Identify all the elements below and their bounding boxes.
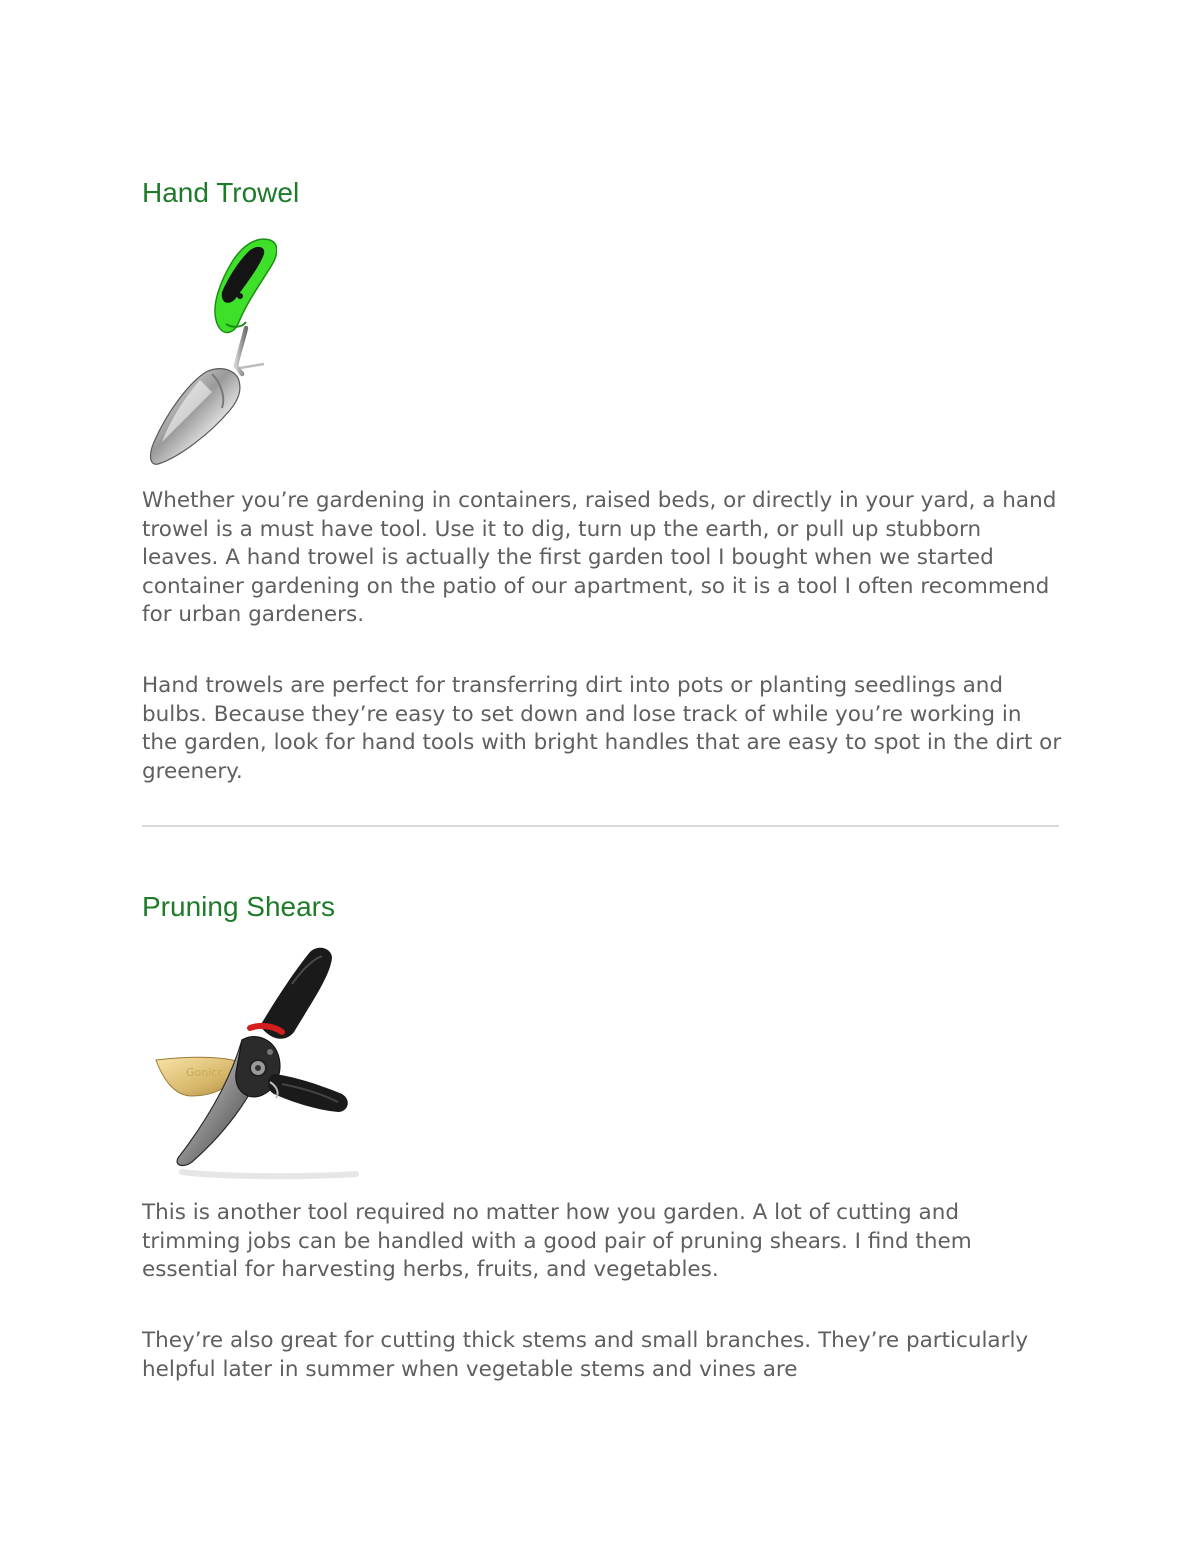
section-heading-hand-trowel: Hand Trowel	[142, 177, 300, 208]
hand-trowel-image	[142, 232, 277, 468]
pruning-shears-paragraph-2: They’re also great for cutting thick stems and small branches. They’re particularly helpful later in summer when vegetable stems and vines are	[142, 1328, 1029, 1382]
brand-mark: Gonicc	[186, 1066, 224, 1079]
section-divider	[142, 825, 1059, 827]
section-heading-pruning-shears: Pruning Shears	[142, 891, 336, 922]
pruning-shears-image	[142, 944, 362, 1184]
hand-trowel-paragraph-2: Hand trowels are perfect for transferring dirt into pots or planting seedlings and bulbs. Because they’re easy to set down and lose track of while you’re working in the garden, look for hand tools with bright handles that are easy to spot in the dirt or greenery.	[142, 673, 1062, 784]
pruning-shears-paragraph-1: This is another tool required no matter how you garden. A lot of cutting and trimming jobs can be handled with a good pair of pruning shears. I find them essential for harvesting herbs, fruits, and vegetables.	[142, 1200, 972, 1282]
hand-trowel-paragraph-1: Whether you’re gardening in containers, raised beds, or directly in your yard, a hand trowel is a must have tool. Use it to dig, turn up the earth, or pull up stubborn leaves. A hand trowel is actually the first garden tool I bought when we started container gardening on the patio of our apartment, so it is a tool I often recommend for urban gardeners.	[142, 488, 1057, 627]
pruning-shears-icon	[142, 944, 362, 1184]
hand-trowel-icon	[142, 232, 277, 468]
